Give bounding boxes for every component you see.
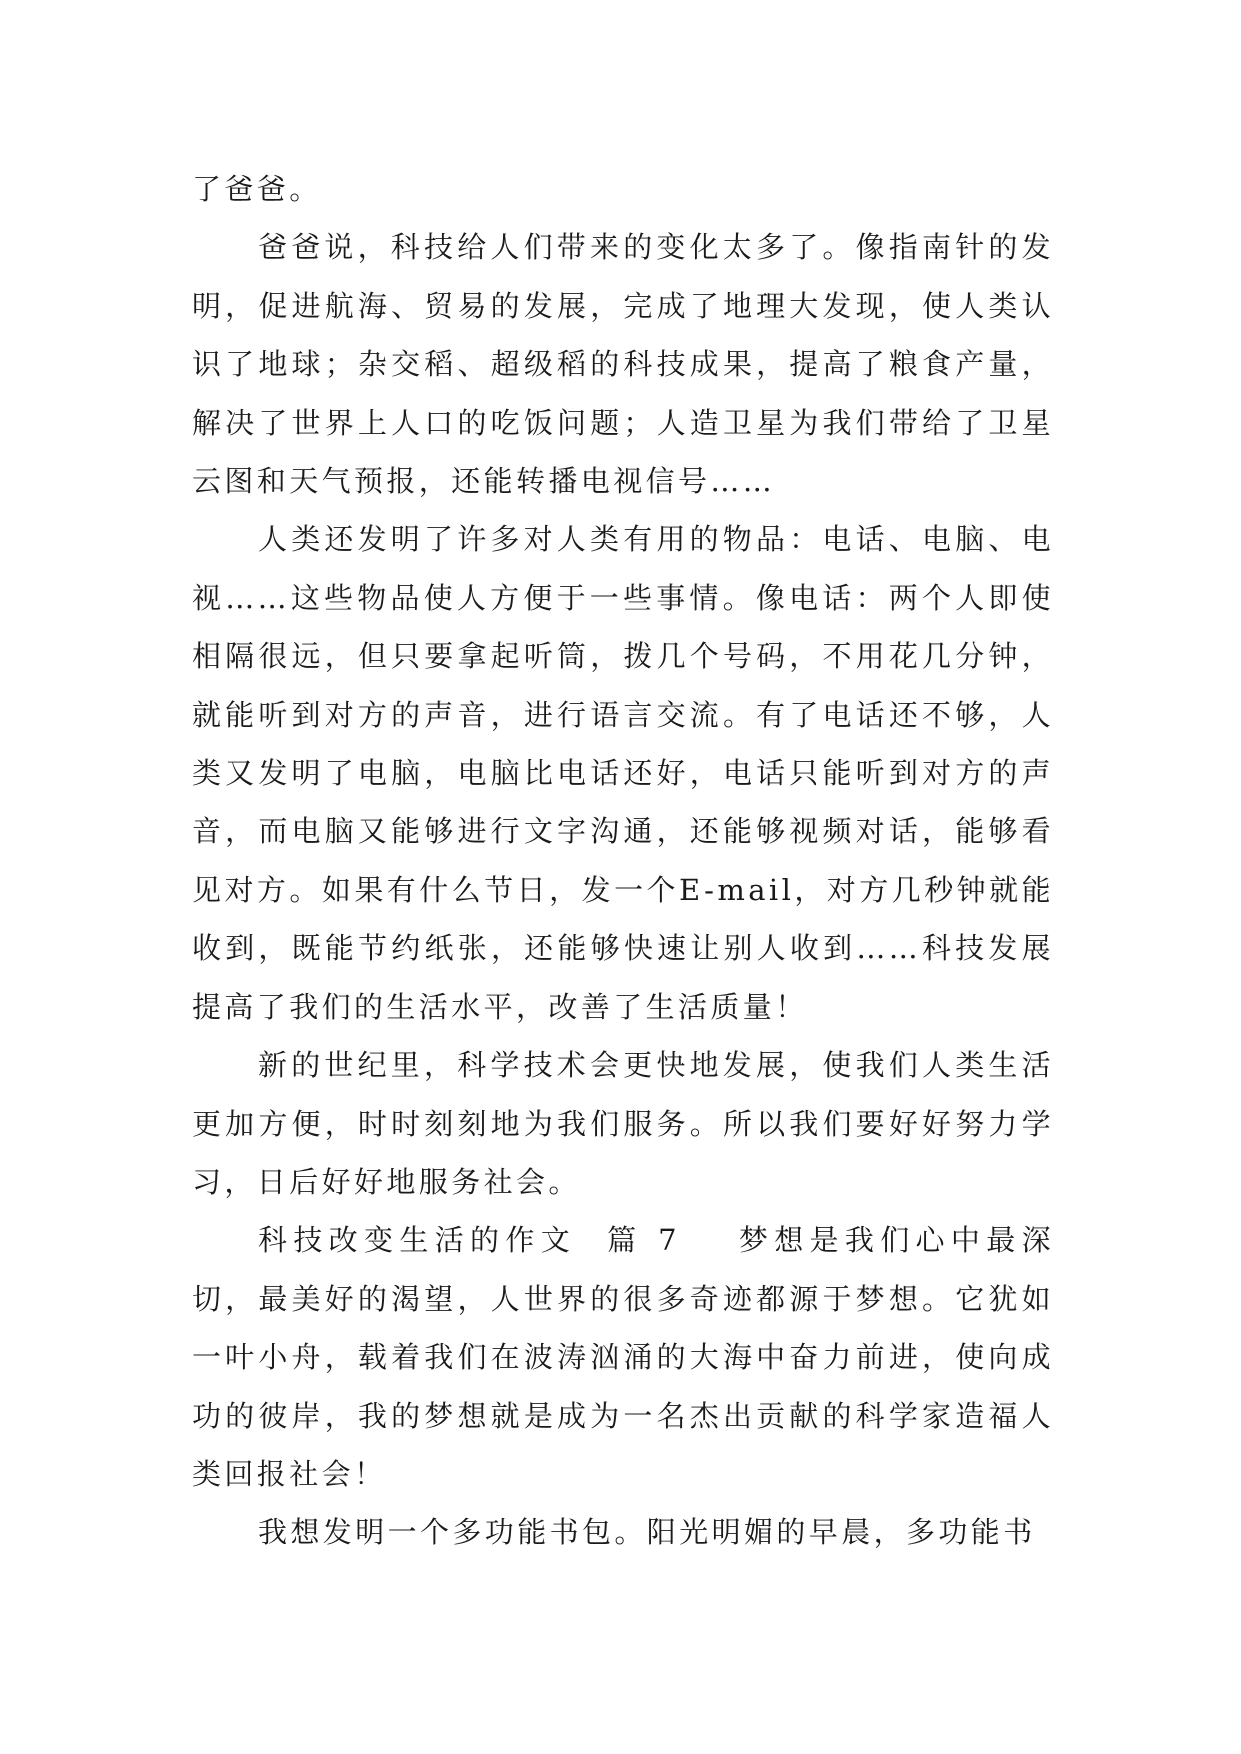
section-title: 科技改变生活的作文 篇 7 (258, 1223, 680, 1258)
paragraph-continuation: 了爸爸。 (192, 172, 322, 206)
paragraph-inventions: 人类还发明了许多对人类有用的物品：电话、电脑、电视……这些物品使人方便于一些事情。像电话：两个人即使相隔很远，但只要拿起听筒，拨几个号码，不用花几分钟，就能听到对方的声音，进行语言交流。有了电话还不够，人类又发明了电脑，电脑比电话还好，电话只能听到对方的声音，而电脑又能够进行文字沟通，还能够视频对话，能够看见对方。如果有什么节日，发一个E-mail，对方几秒钟就能收到，既能节约纸张，还能够快速让别人收到……科技发展提高了我们的生活水平，改善了生活质量！ (192, 522, 1054, 1024)
section-intro-text: 梦想是我们心中最深切，最美好的渴望，人世界的很多奇迹都源于梦想。它犹如一叶小舟，载着我们在波涛汹涌的大海中奋力前进，使向成功的彼岸，我的梦想就是成为一名杰出贡献的科学家造福人类回报社会！ (192, 1223, 1054, 1491)
paragraph-section-7 (192, 1211, 1054, 1503)
document-body (192, 160, 1054, 1562)
paragraph-new-century: 新的世纪里，科学技术会更快地发展，使我们人类生活更加方便，时时刻刻地为我们服务。所以我们要好好努力学习，日后好好地服务社会。 (192, 1048, 1054, 1199)
paragraph-technology-changes: 爸爸说，科技给人们带来的变化太多了。像指南针的发明，促进航海、贸易的发展，完成了地理大发现，使人类认识了地球；杂交稻、超级稻的科技成果，提高了粮食产量，解决了世界上人口的吃饭问题；人造卫星为我们带给了卫星云图和天气预报，还能转播电视信号…… (192, 230, 1054, 499)
paragraph-schoolbag: 我想发明一个多功能书包。阳光明媚的早晨，多功能书 (258, 1515, 1036, 1550)
